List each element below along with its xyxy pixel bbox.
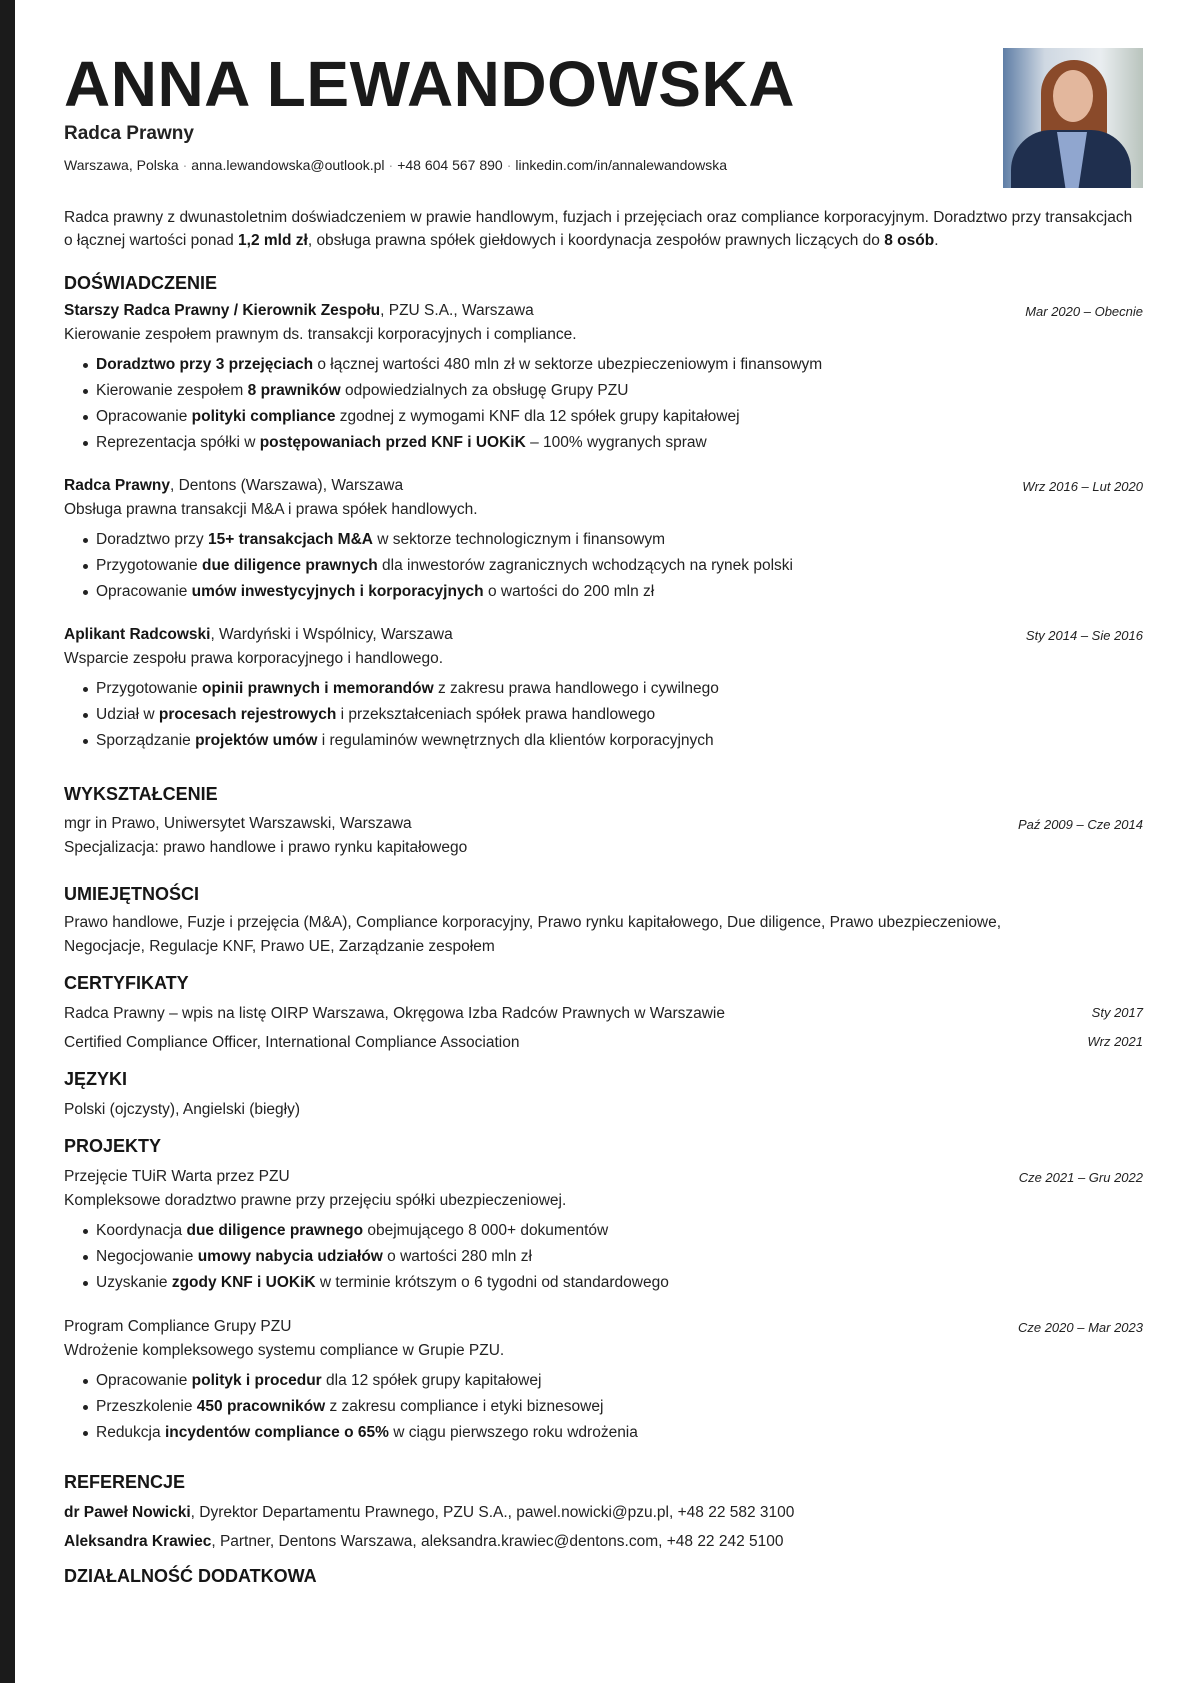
job-bullets: [64, 676, 1143, 754]
job-bullets: [64, 352, 1143, 456]
candidate-name: ANNA LEWANDOWSKA: [64, 48, 795, 120]
section-title-projects: PROJEKTY: [64, 1136, 162, 1156]
summary-text: , obsługa prawna spółek giełdowych i koordynacja zespołów prawnych liczących do: [307, 232, 885, 249]
job-heading: [64, 626, 1143, 644]
resume-header: [64, 0, 1143, 200]
contact-linkedin[interactable]: linkedin.com/in/annalewandowska: [515, 157, 728, 173]
bullet-item: Doradztwo przy 3 przejęciach o łącznej wartości 480 mln zł w sektorze ubezpieczeniowym i finansowym: [64, 352, 1143, 378]
job-title: Radca Prawny: [64, 477, 170, 494]
bullet-item: Opracowanie polityk i procedur dla 12 spółek grupy kapitałowej: [64, 1368, 1143, 1394]
job-description: Kierowanie zespołem prawnym ds. transakcji korporacyjnych i compliance.: [64, 326, 577, 343]
certificate-date: Wrz 2021: [1087, 1034, 1143, 1049]
contact-phone[interactable]: +48 604 567 890: [397, 157, 503, 173]
bullet-item: Redukcja incydentów compliance o 65% w ciągu pierwszego roku wdrożenia: [64, 1420, 1143, 1446]
summary-highlight: 8 osób: [884, 232, 935, 249]
certificate-date: Sty 2017: [1091, 1005, 1143, 1020]
bullet-item: Kierowanie zespołem 8 prawników odpowiedzialnych za obsługę Grupy PZU: [64, 378, 1143, 404]
job-title: Aplikant Radcowski: [64, 626, 211, 643]
contact-separator: ·: [388, 157, 394, 173]
project-entry: [64, 1168, 1143, 1296]
job-heading: [64, 302, 1143, 320]
bullet-item: Udział w procesach rejestrowych i przekształceniach spółek prawa handlowego: [64, 702, 1143, 728]
project-description: Wdrożenie kompleksowego systemu compliance w Grupie PZU.: [64, 1342, 505, 1359]
education-degree: mgr in Prawo, Uniwersytet Warszawski, Warszawa: [64, 815, 412, 832]
reference-entry: [64, 1504, 1143, 1522]
project-date: Cze 2020 – Mar 2023: [1017, 1320, 1143, 1335]
summary-highlight: 1,2 mld zł: [238, 232, 308, 249]
job-date: Wrz 2016 – Lut 2020: [1022, 479, 1143, 494]
left-dark-bar: [0, 0, 15, 1683]
experience-entry: [64, 477, 1143, 605]
project-title: Przejęcie TUiR Warta przez PZU: [64, 1168, 290, 1185]
section-title-additional: DZIAŁALNOŚĆ DODATKOWA: [64, 1566, 317, 1586]
section-title-education: WYKSZTAŁCENIE: [64, 784, 218, 804]
job-date: Mar 2020 – Obecnie: [1025, 304, 1143, 319]
bullet-item: Koordynacja due diligence prawnego obejmującego 8 000+ dokumentów: [64, 1218, 1143, 1244]
profile-photo: [1003, 48, 1143, 188]
job-description: Obsługa prawna transakcji M&A i prawa spółek handlowych.: [64, 501, 478, 518]
job-title: Starszy Radca Prawny / Kierownik Zespołu: [64, 302, 381, 319]
bullet-item: Przygotowanie due diligence prawnych dla inwestorów zagranicznych wchodzących na rynek polski: [64, 553, 1143, 579]
certificate-name: Radca Prawny – wpis na listę OIRP Warszawa, Okręgowa Izba Radców Prawnych w Warszawie: [64, 1005, 725, 1022]
job-bullets: [64, 527, 1143, 605]
bullet-item: Negocjowanie umowy nabycia udziałów o wartości 280 mln zł: [64, 1244, 1143, 1270]
section-title-references: REFERENCJE: [64, 1472, 186, 1492]
job-heading: [64, 477, 1143, 495]
contact-email[interactable]: anna.lewandowska@outlook.pl: [191, 157, 385, 173]
resume-page: [64, 0, 1143, 1586]
bullet-item: Reprezentacja spółki w postępowaniach przed KNF i UOKiK – 100% wygranych spraw: [64, 430, 1143, 456]
skills-line: Prawo handlowe, Fuzje i przejęcia (M&A), Compliance korporacyjny, Prawo rynku kapitałowego, Due diligence, Prawo ubezpieczeniowe,: [64, 914, 1002, 931]
job-organization: , Wardyński i Wspólnicy, Warszawa: [210, 626, 453, 643]
job-organization: , PZU S.A., Warszawa: [380, 302, 534, 319]
reference-details: , Partner, Dentons Warszawa, aleksandra.krawiec@dentons.com, +48 22 242 5100: [211, 1533, 784, 1550]
experience-entry: [64, 302, 1143, 456]
contact-separator: ·: [182, 157, 188, 173]
summary-text: .: [934, 232, 939, 249]
contact-location: Warszawa, Polska: [64, 157, 179, 173]
section-title-certificates: CERTYFIKATY: [64, 973, 189, 993]
experience-entry: [64, 626, 1143, 754]
education-entry: [64, 815, 1143, 857]
project-bullets: [64, 1368, 1143, 1446]
skills-line: Negocjacje, Regulacje KNF, Prawo UE, Zarządzanie zespołem: [64, 938, 495, 955]
section-title-experience: DOŚWIADCZENIE: [64, 273, 217, 293]
bullet-item: Uzyskanie zgody KNF i UOKiK w terminie krótszym o 6 tygodni od standardowego: [64, 1270, 1143, 1296]
reference-entry: [64, 1533, 1143, 1551]
bullet-item: Przeszkolenie 450 pracowników z zakresu compliance i etyki biznesowej: [64, 1394, 1143, 1420]
job-description: Wsparcie zespołu prawa korporacyjnego i handlowego.: [64, 650, 444, 667]
education-date: Paź 2009 – Cze 2014: [1017, 817, 1143, 832]
education-specialization: Specjalizacja: prawo handlowe i prawo rynku kapitałowego: [64, 839, 468, 856]
section-title-languages: JĘZYKI: [64, 1069, 128, 1089]
bullet-item: Opracowanie umów inwestycyjnych i korporacyjnych o wartości do 200 mln zł: [64, 579, 1143, 605]
project-entry: [64, 1318, 1143, 1446]
bullet-item: Doradztwo przy 15+ transakcjach M&A w sektorze technologicznym i finansowym: [64, 527, 1143, 553]
project-bullets: [64, 1218, 1143, 1296]
bullet-item: Sporządzanie projektów umów i regulaminów wewnętrznych dla klientów korporacyjnych: [64, 728, 1143, 754]
reference-name: Aleksandra Krawiec: [64, 1533, 212, 1550]
professional-summary: [64, 206, 1143, 252]
section-title-skills: UMIEJĘTNOŚCI: [64, 884, 200, 904]
contact-separator: ·: [506, 157, 512, 173]
reference-name: dr Paweł Nowicki: [64, 1504, 191, 1521]
project-title: Program Compliance Grupy PZU: [64, 1318, 292, 1335]
bullet-item: Przygotowanie opinii prawnych i memorandów z zakresu prawa handlowego i cywilnego: [64, 676, 1143, 702]
summary-text: Radca prawny z dwunastoletnim doświadczeniem w prawie handlowym, fuzjach i przejęciach oraz compliance korporacyjnym. Doradztwo przy transakcjach o łącznej wartości ponad: [64, 209, 1133, 249]
skills-list: [64, 914, 1143, 956]
languages-list: Polski (ojczysty), Angielski (biegły): [64, 1101, 301, 1118]
project-date: Cze 2021 – Gru 2022: [1018, 1170, 1143, 1185]
certificate-entry: [64, 1005, 1143, 1023]
bullet-item: Opracowanie polityki compliance zgodnej z wymogami KNF dla 12 spółek grupy kapitałowej: [64, 404, 1143, 430]
reference-details: , Dyrektor Departamentu Prawnego, PZU S.A., pawel.nowicki@pzu.pl, +48 22 582 3100: [190, 1504, 795, 1521]
job-date: Sty 2014 – Sie 2016: [1025, 628, 1143, 643]
photo-face-shape: [1053, 70, 1093, 122]
candidate-role: Radca Prawny: [64, 123, 194, 144]
project-description: Kompleksowe doradztwo prawne przy przejęciu spółki ubezpieczeniowej.: [64, 1192, 567, 1209]
job-organization: , Dentons (Warszawa), Warszawa: [169, 477, 404, 494]
certificate-entry: [64, 1034, 1143, 1052]
certificate-name: Certified Compliance Officer, International Compliance Association: [64, 1034, 520, 1051]
contact-line: [64, 157, 727, 173]
